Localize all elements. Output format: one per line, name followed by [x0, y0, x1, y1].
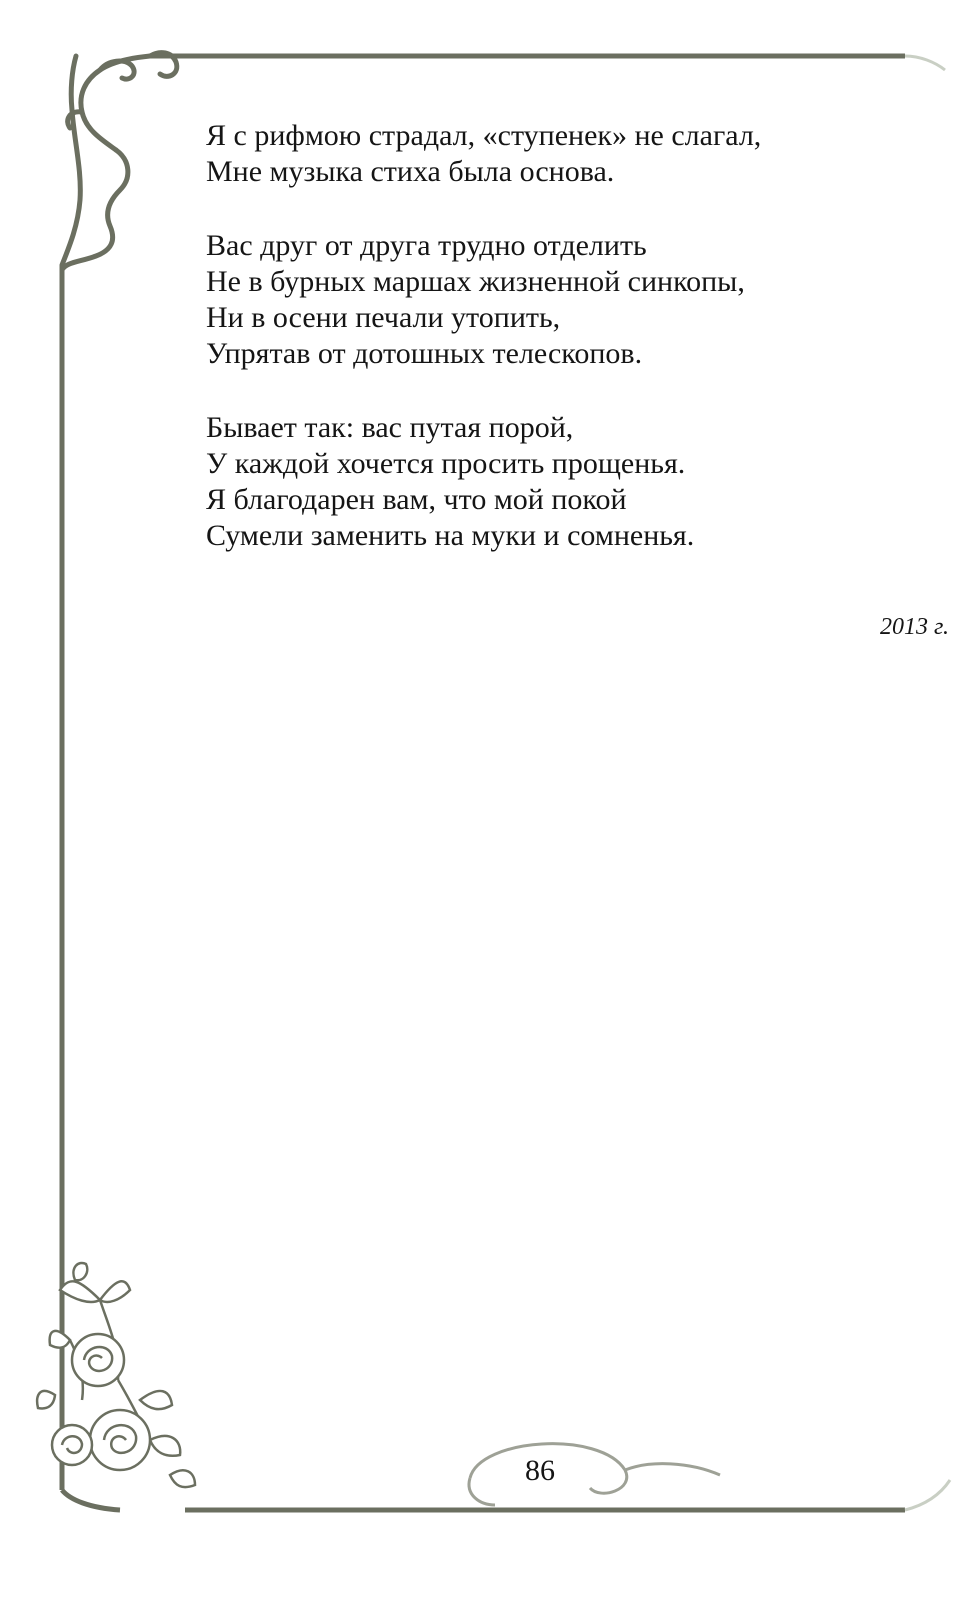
poem-line: Вас друг от друга трудно отделить	[206, 229, 647, 262]
poem-line: Не в бурных маршах жизненной синкопы,	[206, 265, 745, 298]
poem-line: Сумели заменить на муки и сомненья.	[206, 519, 695, 552]
stanza-1	[206, 118, 906, 190]
stanza-2	[206, 228, 906, 372]
poem-date: 2013 г.	[879, 614, 949, 640]
swirl-ornament-top-left	[62, 53, 177, 270]
poem-line: Я благодарен вам, что мой покой	[206, 483, 627, 516]
poem-line: Я с рифмою страдал, «ступенек» не слагал,	[206, 119, 762, 152]
page-number: 86	[525, 1454, 555, 1487]
poem-line: Упрятав от дотошных телескопов.	[206, 337, 643, 370]
poem-line: Ни в осени печали утопить,	[206, 301, 561, 334]
poem-line: Мне музыка стиха была основа.	[206, 155, 615, 188]
poem-line: У каждой хочется просить прощенья.	[206, 447, 686, 480]
poem-line: Бывает так: вас путая порой,	[206, 411, 574, 444]
poem-text	[206, 118, 906, 592]
stanza-3	[206, 410, 906, 554]
